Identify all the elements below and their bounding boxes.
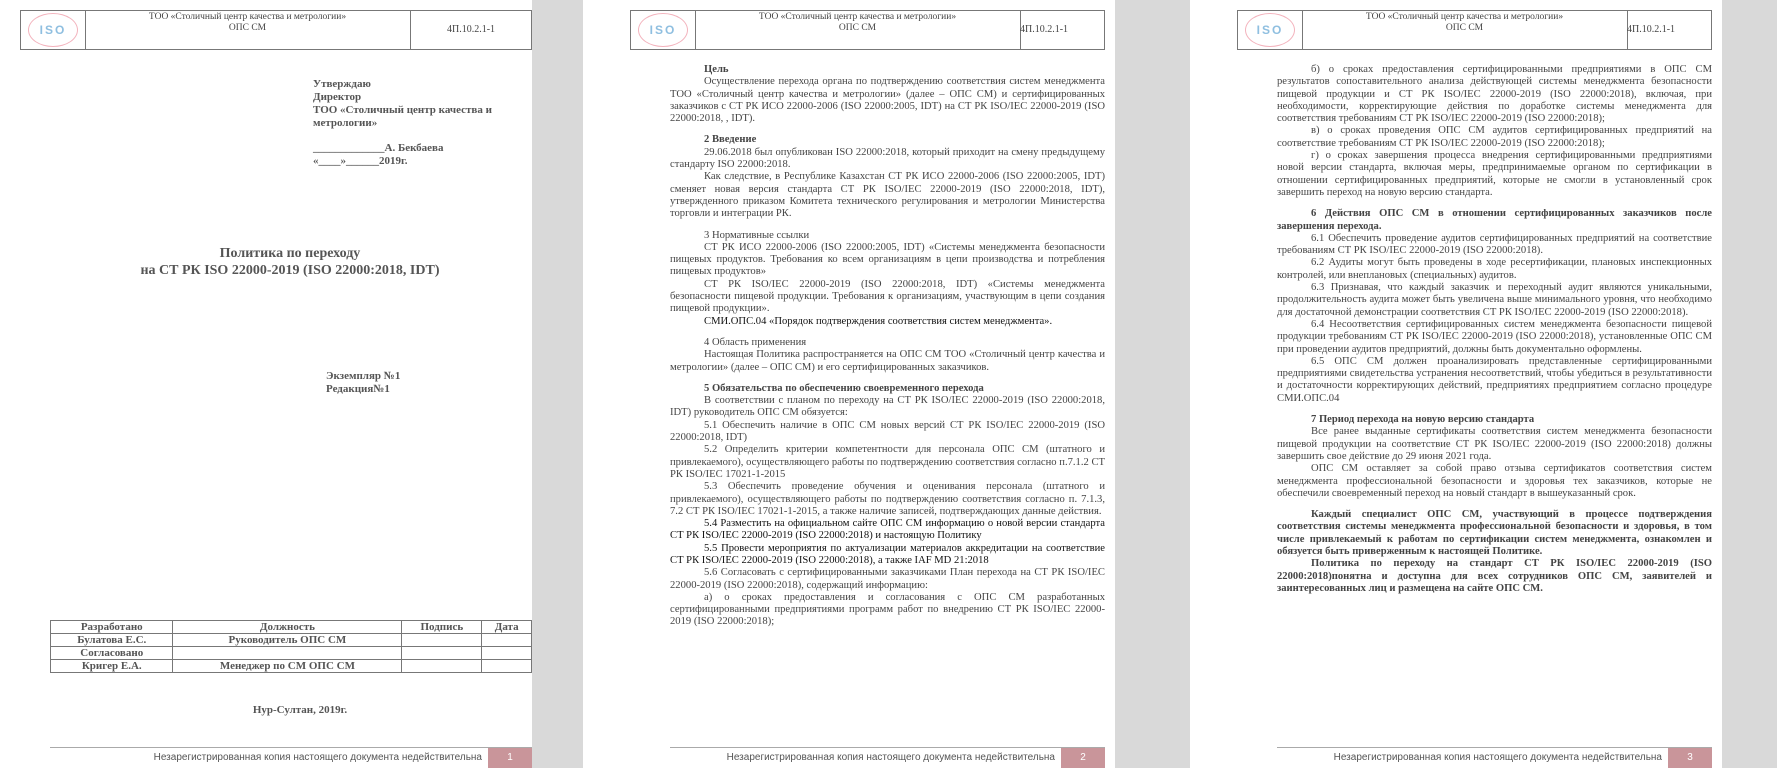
- table-header: Подпись: [402, 621, 482, 634]
- paragraph: Цель: [704, 64, 729, 75]
- paragraph: Каждый специалист ОПС СМ, участвующий в процессе подтверждения соответствия системы менеджмента профессиональной безопасности и здоровья, в том числе привлекаемый к работам по сертификации систем менеджмента, ознакомлен и обязуется быть приверженным к настоящей Политике.: [1277, 509, 1712, 557]
- paragraph: 6.4 Несоответствия сертифицированных систем менеджмента безопасности пищевой продукции требованиям СТ РК ISO/IEC 22000-2019 (ISO 22000:2018), установленные ОПС СМ при проведении аудитов предприятий, должны быть документально оформлены.: [1277, 318, 1712, 355]
- table-row: Согласовано: [51, 647, 532, 660]
- paragraph-spacer: [670, 374, 1105, 383]
- header-doc-code: 4П.10.2.1-1: [446, 24, 496, 35]
- company-logo: ISO: [638, 13, 688, 47]
- approve-signature: _____________А. Бекбаева: [313, 142, 444, 154]
- document-title: [90, 245, 490, 279]
- paragraph-spacer: [1277, 500, 1712, 509]
- paragraph: В соответствии с планом по переходу на СТ РК ISO/IEC 22000-2019 (ISO 22000:2018, IDT) руководитель ОПС СМ обязуется:: [670, 395, 1105, 419]
- paragraph: Политика по переходу на стандарт СТ РК ISO/IEC 22000-2019 (ISO 22000:2018)понятна и доступна для всех сотрудников ОПС СМ, заявителей и заинтересованных лиц и размещена на сайте ОПС СМ.: [1277, 558, 1712, 594]
- company-logo: ISO: [1245, 13, 1295, 47]
- header-dept: ОПС СМ: [228, 23, 267, 33]
- page-footer: [670, 747, 1105, 768]
- page-number: 1: [488, 748, 532, 768]
- signature-table: [50, 620, 532, 673]
- title-line: Политика по переходу: [219, 246, 361, 261]
- paragraph: Осуществление перехода органа по подтверждению соответствия систем менеджмента ТОО «Столичный центр качества и метрологии» (далее – ОПС СМ) и сертифицированных заказчиков с СТ РК ИСО 22000-2006 (ISO 22000:2005, IDT) на СТ РК ISO/IEC 22000-2019 (ISO 22000:2018, , IDT).: [670, 76, 1105, 125]
- paragraph: СМИ.ОПС.04 «Порядок подтверждения соответствия систем менеджмента».: [704, 315, 1053, 327]
- table-row: Булатова Е.С. Руководитель ОПС СМ: [51, 634, 532, 647]
- document-page-3: [1190, 0, 1722, 768]
- footer-note: Незарегистрированная копия настоящего документа недействительна: [726, 752, 1055, 763]
- paragraph: г) о сроках завершения процесса внедрения сертифицированными предприятиями новой версии стандарта, включая меры, предпринимаемые органом по сертификации в отношении сертифицированных предприятий, которые не смогли в установленный срок завершить переход на новую версию стандарта.: [1277, 150, 1712, 198]
- page-header: [630, 10, 1105, 50]
- paragraph: 6.1 Обеспечить проведение аудитов сертифицированных предприятий на соответствие требованиям СТ РК ISO/IEC 22000-2019 (ISO 22000:2018).: [1277, 232, 1712, 257]
- approve-line: Директор: [313, 91, 362, 103]
- approve-date: «____»______2019г.: [313, 155, 408, 167]
- page-header: [20, 10, 532, 50]
- title-line: на СТ РК ISO 22000-2019 (ISO 22000:2018, IDT): [140, 263, 440, 278]
- approve-line: ТОО «Столичный центр качества и метрологии»: [313, 104, 492, 129]
- paragraph: в) о сроках проведения ОПС СМ аудитов сертифицированных предприятий на соответствие требованиям СТ РК ISO/IEC 22000-2019 (ISO 22000:2018);: [1277, 125, 1712, 149]
- paragraph: 6.5 ОПС СМ должен проанализировать представленные сертифицированными предприятиями свидетельства устранения несоответствий, чтобы убедиться в результативности и достаточности корректирующих действий, предприятиях предприятием согласно процедуре СМИ.ОПС.04: [1277, 355, 1712, 404]
- paragraph: 6 Действия ОПС СМ в отношении сертифицированных заказчиков после завершения перехода.: [1277, 208, 1712, 232]
- paragraph: 3 Нормативные ссылки: [704, 229, 810, 241]
- page-3-body: [1277, 64, 1712, 595]
- table-header: Дата: [482, 621, 532, 634]
- document-page-2: [583, 0, 1115, 768]
- page-number: 3: [1668, 748, 1712, 768]
- company-logo: ISO: [28, 13, 78, 47]
- paragraph: СТ РК ISO/IEC 22000-2019 (ISO 22000:2018, IDT) «Системы менеджмента безопасности пищевой продукции. Требования к организациям, участвующим в цепи создания пищевой продукции».: [670, 278, 1105, 315]
- header-company: ТОО «Столичный центр качества и метрологии»: [758, 12, 957, 22]
- paragraph-spacer: [670, 125, 1105, 134]
- paragraph: Настоящая Политика распространяется на ОПС СМ ТОО «Столичный центр качества и метрологии» (далее – ОПС СМ) и его сертифицированных заказчиков.: [670, 349, 1105, 373]
- header-doc-code: 4П.10.2.1-1: [1626, 24, 1676, 35]
- page-footer: [1277, 747, 1712, 768]
- copy-info: [326, 370, 400, 396]
- paragraph: ОПС СМ оставляет за собой право отзыва сертификатов соответствия систем менеджмента профессиональной безопасности и здоровья тех заказчиков, которые не обеспечили своевременный переход на новый стандарт в вышеуказанный срок.: [1277, 463, 1712, 499]
- paragraph: 5.5 Провести мероприятия по актуализации материалов аккредитации на соответствие СТ РК ISO/IEC 22000-2019 (ISO 22000:2018), а также IAF MD 21:2018: [670, 542, 1105, 566]
- paragraph: 5.1 Обеспечить наличие в ОПС СМ новых версий СТ РК ISO/IEC 22000-2019 (ISO 22000:2018, IDT): [670, 419, 1105, 444]
- header-dept: ОПС СМ: [838, 23, 877, 33]
- paragraph: 5.3 Обеспечить проведение обучения и оценивания персонала (штатного и привлекаемого), осуществляющего работы по подтверждению соответствия согласно п. 7.1.3, 7.2 СТ РК ISO/IEC 17021-1-2015, а также наличие записей, подтверждающих данные действия.: [670, 481, 1105, 517]
- approve-line: Утверждаю: [313, 78, 371, 90]
- paragraph: 7 Период перехода на новую версию стандарта: [1311, 414, 1535, 426]
- paragraph-spacer: [670, 328, 1105, 337]
- page-2-body: [670, 64, 1105, 629]
- approval-block: [313, 78, 523, 168]
- table-row: Кригер Е.А. Менеджер по СМ ОПС СМ: [51, 660, 532, 673]
- city-year: Нур-Султан, 2019г.: [252, 704, 348, 716]
- paragraph: Все ранее выданные сертификаты соответствия систем менеджмента безопасности пищевой продукции на соответствие СТ РК ISO/IEC 22000-2019 (ISO 22000:2018) должны завершить свое действие до 29 июня 2021 года.: [1277, 426, 1712, 462]
- paragraph: 4 Область применения: [704, 336, 807, 348]
- page-header: [1237, 10, 1712, 50]
- paragraph: б) о сроках предоставления сертифицированными предприятиями в ОПС СМ результатов сопоставительного анализа действующей системы менеджмента безопасности пищевой продукции и СТ РК ISO/IEC 22000-2019 (ISO 22000:2018), включая, при необходимости, корректирующие действия по доработке системы менеджмента для соответствия требованиям СТ РК ISO/IEC 22000-2019 (ISO 22000:2018);: [1277, 64, 1712, 125]
- header-company: ТОО «Столичный центр качества и метрологии»: [1365, 12, 1564, 22]
- paragraph: а) о сроках предоставления и согласования с ОПС СМ разработанных сертифицированными предприятиями программ работ по внедрению СТ РК ISO/IEC 22000-2019 (ISO 22000:2018);: [670, 591, 1105, 628]
- paragraph: 5.6 Согласовать с сертифицированными заказчиками План перехода на СТ РК ISO/IEC 22000-2019 (ISO 22000:2018), содержащий информацию:: [670, 567, 1105, 591]
- table-header: Должность: [173, 621, 402, 634]
- paragraph: 5.4 Разместить на официальном сайте ОПС СМ информацию о новой версии стандарта СТ РК ISO/IEC 22000-2019 (ISO 22000:2018) и настоящую Политику: [670, 518, 1105, 542]
- copy-number: Экземпляр №1: [326, 370, 401, 382]
- paragraph: 5.2 Определить критерии компетентности для персонала ОПС СМ (штатного и привлекаемого), осуществляющего работы по подтверждению соответствия согласно п.7.1.2 СТ РК ISO/IEC 17021-1-2015: [670, 444, 1105, 480]
- header-company: ТОО «Столичный центр качества и метрологии»: [148, 12, 347, 22]
- paragraph: 6.2 Аудиты могут быть проведены в ходе ресертификации, плановых инспекционных контролей, или внеплановых (специальных) аудитов.: [1277, 257, 1712, 281]
- document-page-1: [0, 0, 532, 768]
- paragraph-spacer: [1277, 405, 1712, 414]
- paragraph-spacer: [1277, 199, 1712, 208]
- table-header: Разработано: [51, 621, 173, 634]
- paragraph-spacer: [670, 221, 1105, 230]
- paragraph: 5 Обязательства по обеспечению своевременного перехода: [704, 382, 984, 394]
- paragraph: Как следствие, в Республике Казахстан СТ РК ИСО 22000-2006 (ISO 22000:2005, IDT) сменяет новая версия стандарта СТ РК ISO/IEC 22000-2019 (ISO 22000:2018, IDT), утвержденного приказом Комитета технического регулирования и метрологии Министерства торговли и интеграции РК.: [670, 171, 1105, 220]
- paragraph: СТ РК ИСО 22000-2006 (ISO 22000:2005, IDT) «Системы менеджмента безопасности пищевых продуктов. Требования ко всем организациям в цепи производства и потребления пищевых продуктов»: [670, 241, 1105, 278]
- footer-note: Незарегистрированная копия настоящего документа недействительна: [153, 752, 482, 763]
- paragraph: 6.3 Признавая, что каждый заказчик и переходный аудит являются уникальными, продолжительность аудита может быть увеличена выше минимального уровня, что необходимо для достаточной демонстрации соответствия СТ РК ISO/IEC 22000-2019 (ISO 22000:2018).: [1277, 282, 1712, 318]
- header-doc-code: 4П.10.2.1-1: [1019, 24, 1069, 35]
- header-dept: ОПС СМ: [1445, 23, 1484, 33]
- paragraph: 29.06.2018 был опубликован ISO 22000:2018, который приходит на смену предыдущему стандарту ISO 22000:2018.: [670, 146, 1105, 171]
- footer-note: Незарегистрированная копия настоящего документа недействительна: [1333, 752, 1662, 763]
- revision-number: Редакция№1: [326, 383, 390, 395]
- page-number: 2: [1061, 748, 1105, 768]
- page-footer: [50, 747, 532, 768]
- paragraph: 2 Введение: [704, 134, 757, 146]
